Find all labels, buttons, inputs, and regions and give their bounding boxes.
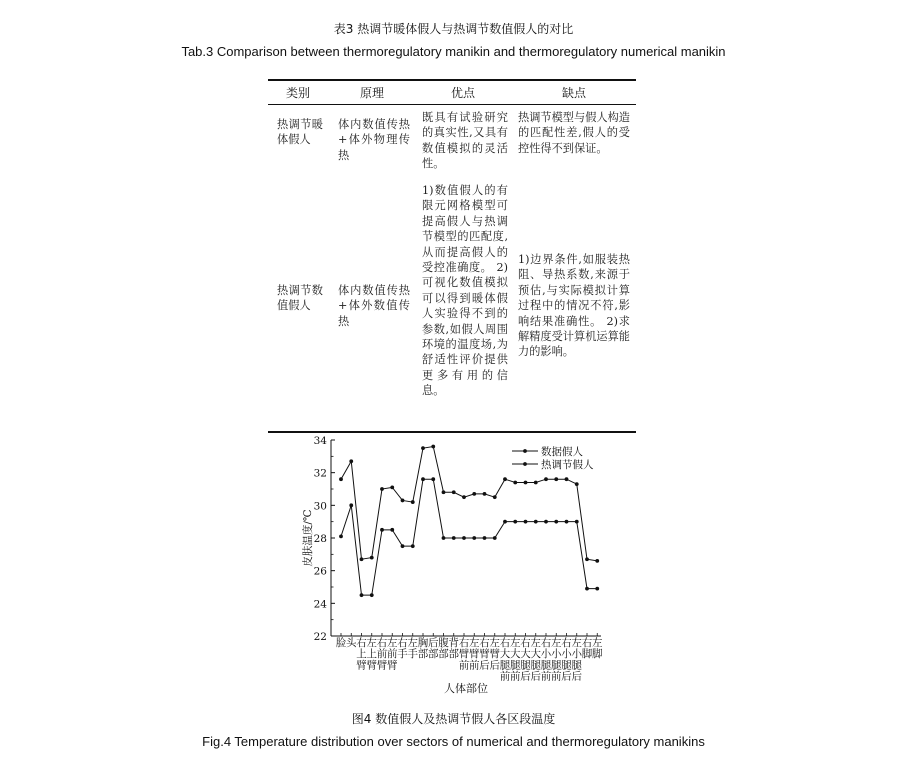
data-point: [411, 544, 415, 548]
x-tick-label: 左小腿前: [551, 637, 562, 683]
x-tick-label: 左前臂: [387, 637, 398, 672]
figure-title-cn: 图4 数值假人及热调节假人各区段温度: [351, 712, 556, 726]
data-point: [554, 520, 558, 524]
y-tick-label: 28: [313, 533, 327, 545]
data-point: [431, 445, 435, 449]
data-point: [349, 503, 353, 507]
x-tick-label: 右大腿前: [499, 637, 511, 683]
y-tick-label: 30: [313, 500, 327, 513]
x-tick-label: 右上臂: [356, 637, 367, 672]
x-tick-label: 左小腿后: [571, 637, 582, 683]
row1-category: 热调节暖体假人: [277, 118, 323, 147]
y-tick-label: 26: [313, 565, 327, 578]
legend-marker-1: [523, 449, 527, 453]
data-point: [452, 536, 456, 540]
data-point: [585, 557, 589, 561]
x-tick-label: 右手: [397, 637, 408, 661]
data-point: [595, 559, 599, 563]
data-point: [544, 477, 548, 481]
x-tick-label: 脸: [335, 637, 347, 649]
data-point: [452, 490, 456, 494]
data-point: [575, 482, 579, 486]
data-point: [524, 481, 528, 485]
x-tick-label: 后部: [428, 637, 439, 661]
data-point: [472, 492, 476, 496]
data-point: [339, 477, 343, 481]
data-point: [411, 500, 415, 504]
row1-principle: 体内数值传热+体外物理传热: [338, 118, 410, 162]
data-point: [401, 499, 405, 503]
data-point: [513, 520, 517, 524]
data-point: [493, 536, 497, 540]
x-tick-label: 右小腿后: [561, 637, 572, 683]
data-point: [534, 481, 538, 485]
data-point: [503, 520, 507, 524]
row1-advantages: 既具有试验研究的真实性,又具有数值模拟的灵活性。: [422, 111, 508, 171]
legend-label-2: 热调节假人: [541, 459, 594, 471]
data-point: [534, 520, 538, 524]
data-point: [339, 534, 343, 538]
data-point: [401, 544, 405, 548]
table-header-category: 类别: [285, 86, 310, 100]
data-point: [380, 528, 384, 532]
data-point: [503, 477, 507, 481]
table-bottom-rule: [268, 431, 636, 433]
y-tick-label: 34: [313, 435, 327, 447]
x-tick-label: 腹部: [438, 637, 449, 661]
x-tick-label: 左大腿前: [510, 637, 521, 683]
data-point: [462, 536, 466, 540]
row2-advantages: 1)数值假人的有限元网格模型可提高假人与热调节模型的匹配度,从而提高假人的受控准确度。 2)可视化数值模拟可以得到暖体假人实验得不到的参数,如假人周围环境的温度场,为舒适性评价提供更多有用的信息。: [422, 184, 508, 398]
row2-principle: 体内数值传热+体外数值传热: [338, 284, 410, 328]
y-tick-label: 22: [313, 631, 327, 643]
data-point: [431, 477, 435, 481]
x-tick-label: 右脚: [581, 637, 593, 661]
table-header-rule: [268, 104, 636, 105]
x-tick-label: 胸部: [417, 637, 429, 661]
data-point: [575, 520, 579, 524]
data-point: [390, 485, 394, 489]
row2-disadvantages: 1)边界条件,如服装热阻、导热系数,来源于预估,与实际模拟计算过程中的情况不符,影响结果准确性。 2)求解精度受计算机运算能力的影响。: [518, 253, 630, 359]
x-tick-label: 左臂前: [469, 637, 480, 672]
x-tick-label: 右小腿前: [540, 637, 552, 683]
data-point: [462, 495, 466, 499]
x-tick-label: 左大腿后: [530, 637, 541, 683]
data-point: [544, 520, 548, 524]
x-tick-label: 左手: [407, 637, 418, 661]
x-tick-label: 左上臂: [366, 637, 377, 672]
x-tick-label: 右臂前: [458, 637, 470, 672]
y-tick-label: 32: [313, 467, 327, 480]
x-tick-label: 左脚: [592, 637, 603, 661]
table-header-principle: 原理: [359, 86, 384, 100]
data-point: [524, 520, 528, 524]
data-point: [472, 536, 476, 540]
x-tick-label: 头: [346, 637, 357, 649]
x-tick-label: 右前臂: [376, 637, 388, 672]
data-point: [493, 495, 497, 499]
y-tick-label: 24: [313, 598, 327, 611]
data-point: [349, 459, 353, 463]
x-tick-label: 背部: [448, 637, 459, 661]
data-point: [370, 556, 374, 560]
data-point: [421, 446, 425, 450]
data-point: [390, 528, 394, 532]
row1-disadvantages: 热调节模型与假人构造的匹配性差,假人的受控性得不到保证。: [518, 111, 630, 155]
row2-category: 热调节数值假人: [277, 284, 323, 313]
legend-marker-2: [523, 462, 527, 466]
x-axis-label: 人体部位: [444, 682, 488, 695]
data-point: [585, 587, 589, 591]
data-point: [554, 477, 558, 481]
data-point: [513, 481, 517, 485]
data-point: [565, 520, 569, 524]
y-axis-label: 皮肤温度/℃: [302, 509, 314, 567]
data-point: [380, 487, 384, 491]
data-point: [595, 587, 599, 591]
data-point: [483, 536, 487, 540]
series-line-2: [341, 447, 597, 561]
data-point: [421, 477, 425, 481]
series-line-1: [341, 479, 597, 595]
data-point: [360, 593, 364, 597]
figure-title-en: Fig.4 Temperature distribution over sectors of numerical and thermoregulatory manikins: [202, 734, 705, 749]
x-tick-label: 左臂后: [489, 637, 500, 672]
table-header-disadvantages: 缺点: [561, 86, 586, 100]
data-point: [483, 492, 487, 496]
table-title-cn: 表3 热调节暖体假人与热调节数值假人的对比: [333, 22, 574, 36]
data-point: [442, 490, 446, 494]
data-point: [370, 593, 374, 597]
x-tick-label: 右臂后: [479, 637, 490, 672]
table-header-advantages: 优点: [450, 86, 475, 100]
data-point: [360, 557, 364, 561]
table-top-rule: [268, 79, 636, 81]
data-point: [442, 536, 446, 540]
table-title-en: Tab.3 Comparison between thermoregulatory manikin and thermoregulatory numerical manikin: [181, 44, 726, 59]
legend-label-1: 数据假人: [541, 446, 583, 458]
x-tick-label: 右大腿后: [520, 637, 531, 683]
data-point: [565, 477, 569, 481]
